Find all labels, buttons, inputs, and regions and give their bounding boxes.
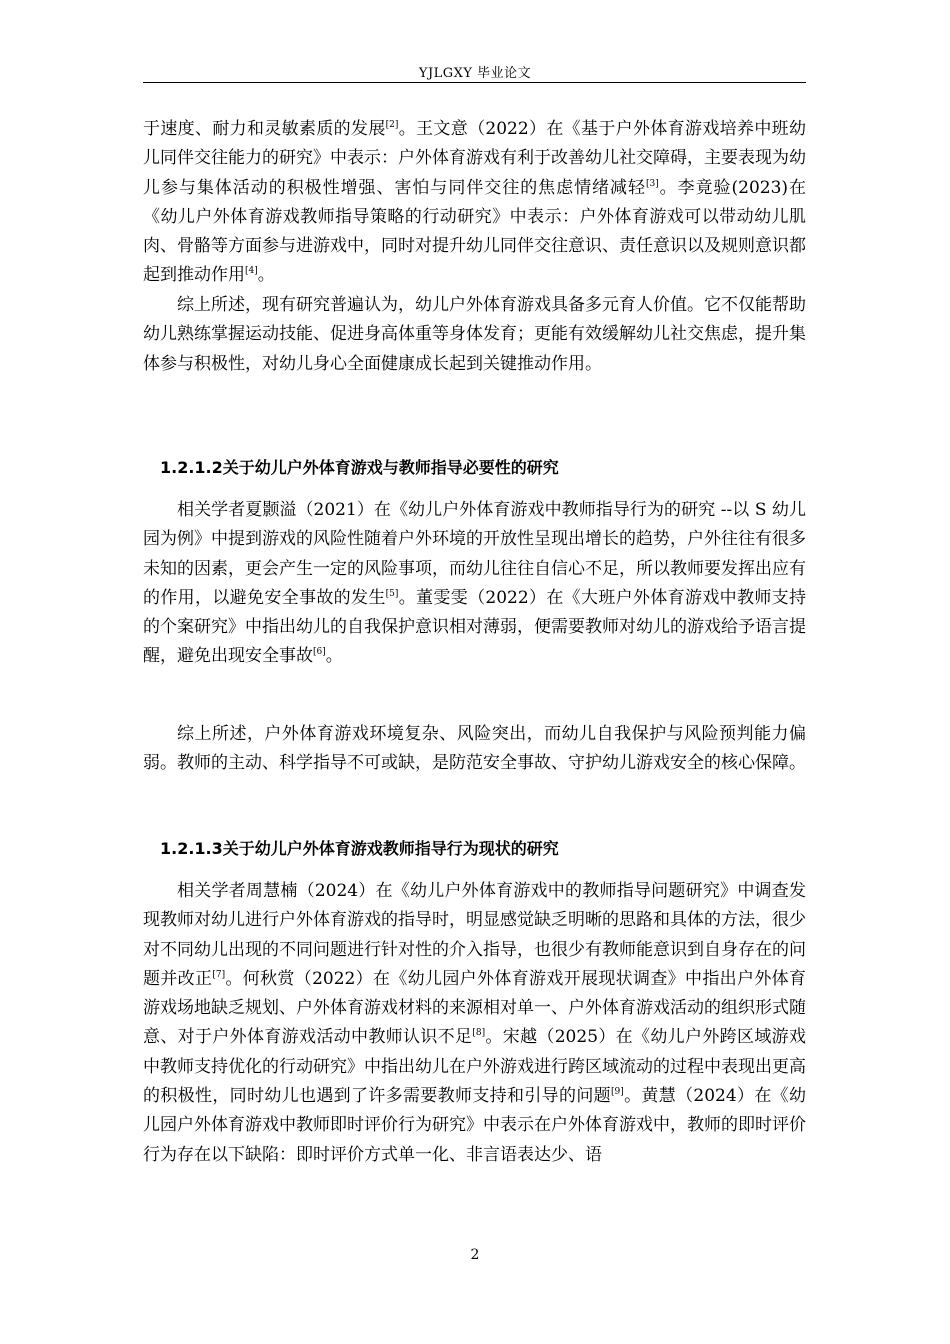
- citation-marker: [2]: [385, 120, 399, 130]
- citation-marker: [9]: [611, 1087, 624, 1098]
- body-paragraph-5: [143, 877, 806, 1170]
- citation-marker: [7]: [212, 969, 226, 980]
- section-heading-1-2-1-3: 1.2.1.3关于幼儿户外体育游戏教师指导行为现状的研究: [160, 839, 559, 858]
- text-run: 综上所述，户外体育游戏环境复杂、风险突出，而幼儿自我保护与风险预判能力偏弱。教师的主动、科学指导不可或缺，是防范安全事故、守护幼儿游戏安全的核心保障。: [143, 724, 806, 774]
- text-run: 。王文意（2022）在《基于户外体育游戏培养中班幼儿同伴交往能力的研究》中表示：户外体育游戏有利于改善幼儿社交障碍，主要表现为幼儿参与集体活动的积极性增强、害怕与同伴交往的焦虑情绪减轻: [143, 119, 807, 198]
- citation-marker: [3]: [645, 178, 659, 189]
- text-run: 。李竟验(2023)在《幼儿户外体育游戏教师指导策略的行动研究》中表示：户外体育游戏可以带动幼儿肌肉、骨骼等方面参与进游戏中，同时对提升幼儿同伴交往意识、责任意识以及规则意识都起到推动作用: [143, 177, 807, 286]
- text-run: 于速度、耐力和灵敏素质的发展: [143, 119, 386, 139]
- body-paragraph-1: [143, 115, 806, 291]
- header-divider: [143, 82, 806, 83]
- citation-marker: [8]: [472, 1028, 486, 1039]
- body-paragraph-2: [143, 291, 806, 379]
- section-heading-1-2-1-2: 1.2.1.2关于幼儿户外体育游戏与教师指导必要性的研究: [160, 458, 559, 477]
- body-paragraph-4: [143, 720, 806, 779]
- text-run: 。宋越（2025）在《幼儿户外跨区域游戏中教师支持优化的行动研究》中指出幼儿在户外游戏进行跨区域流动的过程中表现出更高的积极性，同时幼儿也遇到了许多需要教师支持和引导的问题: [143, 1027, 807, 1107]
- citation-marker: [6]: [313, 647, 326, 658]
- text-run: 相关学者夏颢溢（2021）在《幼儿户外体育游戏中教师指导行为的研究 --以 S 幼儿园为例》中提到游戏的风险性随着户外环境的开放性呈现出增长的趋势，户外往往有很多未知的因素，更会产生一定的风险事项，而幼儿往往自信心不足，所以教师要发挥出应有的作用，以避免安全事故的发生: [143, 500, 806, 608]
- text-run: 。: [257, 265, 275, 286]
- text-run: 。: [325, 646, 343, 667]
- text-run: 。董雯雯（2022）在《大班户外体育游戏中教师支持的个案研究》中指出幼儿的自我保护意识相对薄弱，便需要教师对幼儿的游戏给予语言提醒，避免出现安全事故: [143, 587, 807, 667]
- text-run: 。何秋赏（2022）在《幼儿园户外体育游戏开展现状调查》中指出户外体育游戏场地缺乏规划、户外体育游戏材料的来源相对单一、户外体育游戏活动的组织形式随意、对于户外体育游戏活动中教师认识不足: [143, 968, 807, 1048]
- page-header-title: YJLGXY 毕业论文: [418, 66, 532, 81]
- text-run: 相关学者周慧楠（2024）在《幼儿户外体育游戏中的教师指导问题研究》中调查发现教师对幼儿进行户外体育游戏的指导时，明显感觉缺乏明晰的思路和具体的方法，很少对不同幼儿出现的不同问题进行针对性的介入指导，也很少有教师能意识到自身存在的问题并改正: [143, 881, 806, 989]
- citation-marker: [5]: [385, 588, 399, 599]
- page-number: 2: [470, 1247, 480, 1263]
- citation-marker: [4]: [245, 266, 258, 277]
- text-run: 综上所述，现有研究普遍认为，幼儿户外体育游戏具备多元育人价值。它不仅能帮助幼儿熟练掌握运动技能、促进身高体重等身体发育；更能有效缓解幼儿社交焦虑，提升集体参与积极性，对幼儿身心全面健康成长起到关键推动作用。: [143, 295, 806, 374]
- text-run: 。黄慧（2024）在《幼儿园户外体育游戏中教师即时评价行为研究》中表示在户外体育游戏中，教师的即时评价行为存在以下缺陷：即时评价方式单一化、非言语表达少、语: [143, 1086, 807, 1165]
- body-paragraph-3: [143, 496, 806, 672]
